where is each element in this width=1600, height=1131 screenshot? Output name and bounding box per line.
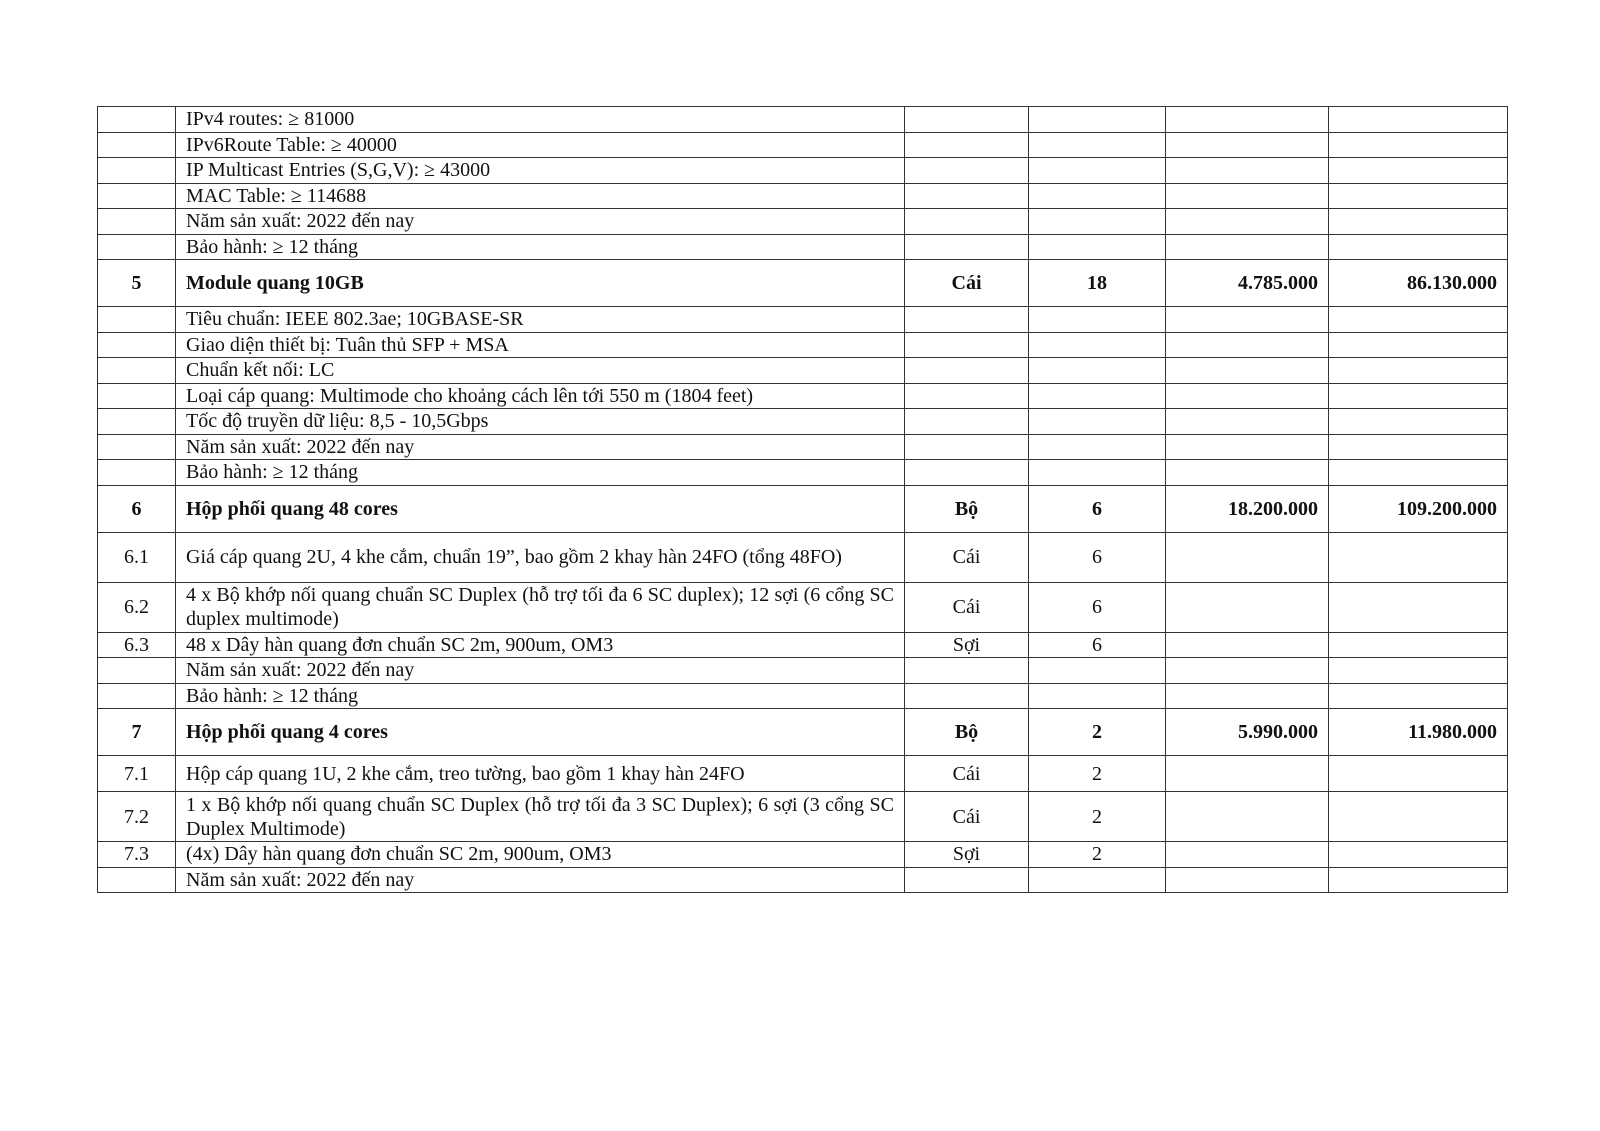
table-row xyxy=(98,867,1508,893)
item-number-cell: 6.2 xyxy=(98,582,176,632)
quantity-cell: 2 xyxy=(1029,756,1166,792)
item-number-cell: 7.1 xyxy=(98,756,176,792)
item-header-row xyxy=(98,709,1508,756)
description-cell: Tiêu chuẩn: IEEE 802.3ae; 10GBASE-SR xyxy=(176,307,905,333)
unit-cell xyxy=(905,409,1029,435)
unit-price-cell xyxy=(1166,332,1329,358)
table-row xyxy=(98,532,1508,582)
unit-price-cell xyxy=(1166,107,1329,133)
unit-cell: Cái xyxy=(905,532,1029,582)
total-price-cell xyxy=(1329,532,1508,582)
description-cell: MAC Table: ≥ 114688 xyxy=(176,183,905,209)
unit-price-cell xyxy=(1166,460,1329,486)
description-cell: Tốc độ truyền dữ liệu: 8,5 - 10,5Gbps xyxy=(176,409,905,435)
total-price-cell xyxy=(1329,460,1508,486)
description-cell: Hộp phối quang 4 cores xyxy=(176,709,905,756)
table-row xyxy=(98,332,1508,358)
total-price-cell xyxy=(1329,107,1508,133)
item-number-cell: 6.1 xyxy=(98,532,176,582)
quantity-cell: 6 xyxy=(1029,582,1166,632)
total-price-cell xyxy=(1329,582,1508,632)
unit-price-cell xyxy=(1166,132,1329,158)
quantity-cell xyxy=(1029,307,1166,333)
description-cell: Loại cáp quang: Multimode cho khoảng cách lên tới 550 m (1804 feet) xyxy=(176,383,905,409)
table-row xyxy=(98,792,1508,842)
table-row xyxy=(98,756,1508,792)
total-price-cell: 11.980.000 xyxy=(1329,709,1508,756)
description-cell: Chuẩn kết nối: LC xyxy=(176,358,905,384)
description-cell: Bảo hành: ≥ 12 tháng xyxy=(176,234,905,260)
table-row xyxy=(98,158,1508,184)
equipment-price-table xyxy=(97,106,1508,893)
item-number-cell: 7.3 xyxy=(98,842,176,868)
item-number-cell xyxy=(98,409,176,435)
unit-price-cell xyxy=(1166,867,1329,893)
unit-cell: Sợi xyxy=(905,632,1029,658)
unit-cell xyxy=(905,332,1029,358)
total-price-cell xyxy=(1329,658,1508,684)
quantity-cell: 2 xyxy=(1029,842,1166,868)
unit-price-cell xyxy=(1166,842,1329,868)
item-number-cell xyxy=(98,460,176,486)
unit-cell xyxy=(905,867,1029,893)
description-cell: Năm sản xuất: 2022 đến nay xyxy=(176,434,905,460)
item-number-cell: 7 xyxy=(98,709,176,756)
description-cell: Bảo hành: ≥ 12 tháng xyxy=(176,460,905,486)
unit-cell xyxy=(905,683,1029,709)
unit-cell xyxy=(905,383,1029,409)
table-row xyxy=(98,183,1508,209)
unit-cell: Cái xyxy=(905,756,1029,792)
total-price-cell xyxy=(1329,434,1508,460)
description-cell: 4 x Bộ khớp nối quang chuẩn SC Duplex (hỗ trợ tối đa 6 SC duplex); 12 sợi (6 cổng SC duplex multimode) xyxy=(176,582,905,632)
quantity-cell: 2 xyxy=(1029,709,1166,756)
quantity-cell xyxy=(1029,658,1166,684)
description-cell: Module quang 10GB xyxy=(176,260,905,307)
table-row xyxy=(98,582,1508,632)
unit-price-cell: 18.200.000 xyxy=(1166,485,1329,532)
description-cell: Năm sản xuất: 2022 đến nay xyxy=(176,209,905,235)
unit-price-cell xyxy=(1166,383,1329,409)
unit-price-cell xyxy=(1166,234,1329,260)
unit-cell: Cái xyxy=(905,792,1029,842)
quantity-cell: 6 xyxy=(1029,632,1166,658)
unit-cell xyxy=(905,183,1029,209)
table-body xyxy=(98,107,1508,893)
description-cell: IPv6Route Table: ≥ 40000 xyxy=(176,132,905,158)
unit-cell xyxy=(905,132,1029,158)
description-cell: (4x) Dây hàn quang đơn chuẩn SC 2m, 900um, OM3 xyxy=(176,842,905,868)
table-row xyxy=(98,234,1508,260)
description-cell: Giao diện thiết bị: Tuân thủ SFP + MSA xyxy=(176,332,905,358)
unit-price-cell: 4.785.000 xyxy=(1166,260,1329,307)
quantity-cell xyxy=(1029,107,1166,133)
unit-cell xyxy=(905,307,1029,333)
unit-price-cell: 5.990.000 xyxy=(1166,709,1329,756)
total-price-cell xyxy=(1329,332,1508,358)
quantity-cell: 2 xyxy=(1029,792,1166,842)
total-price-cell xyxy=(1329,307,1508,333)
description-cell: Hộp phối quang 48 cores xyxy=(176,485,905,532)
item-header-row xyxy=(98,485,1508,532)
unit-price-cell xyxy=(1166,158,1329,184)
total-price-cell xyxy=(1329,234,1508,260)
total-price-cell xyxy=(1329,792,1508,842)
total-price-cell xyxy=(1329,842,1508,868)
item-number-cell xyxy=(98,107,176,133)
item-number-cell: 7.2 xyxy=(98,792,176,842)
unit-price-cell xyxy=(1166,434,1329,460)
unit-cell: Cái xyxy=(905,582,1029,632)
item-number-cell xyxy=(98,434,176,460)
table-row xyxy=(98,383,1508,409)
quantity-cell xyxy=(1029,158,1166,184)
unit-cell xyxy=(905,234,1029,260)
item-number-cell xyxy=(98,658,176,684)
item-number-cell xyxy=(98,867,176,893)
quantity-cell xyxy=(1029,460,1166,486)
unit-cell: Sợi xyxy=(905,842,1029,868)
quantity-cell xyxy=(1029,358,1166,384)
unit-cell xyxy=(905,158,1029,184)
total-price-cell xyxy=(1329,632,1508,658)
unit-cell xyxy=(905,209,1029,235)
total-price-cell xyxy=(1329,756,1508,792)
description-cell: Giá cáp quang 2U, 4 khe cắm, chuẩn 19”, bao gồm 2 khay hàn 24FO (tổng 48FO) xyxy=(176,532,905,582)
item-header-row xyxy=(98,260,1508,307)
item-number-cell xyxy=(98,158,176,184)
unit-cell xyxy=(905,434,1029,460)
table-row xyxy=(98,842,1508,868)
unit-price-cell xyxy=(1166,792,1329,842)
quantity-cell xyxy=(1029,867,1166,893)
quantity-cell: 6 xyxy=(1029,532,1166,582)
total-price-cell xyxy=(1329,132,1508,158)
table-row xyxy=(98,460,1508,486)
description-cell: 48 x Dây hàn quang đơn chuẩn SC 2m, 900um, OM3 xyxy=(176,632,905,658)
quantity-cell xyxy=(1029,209,1166,235)
item-number-cell xyxy=(98,209,176,235)
item-number-cell xyxy=(98,307,176,333)
table-row xyxy=(98,409,1508,435)
table-row xyxy=(98,307,1508,333)
description-cell: Năm sản xuất: 2022 đến nay xyxy=(176,658,905,684)
unit-price-cell xyxy=(1166,756,1329,792)
total-price-cell xyxy=(1329,409,1508,435)
total-price-cell xyxy=(1329,383,1508,409)
quantity-cell xyxy=(1029,383,1166,409)
unit-cell xyxy=(905,358,1029,384)
unit-cell xyxy=(905,460,1029,486)
table-row xyxy=(98,683,1508,709)
total-price-cell: 86.130.000 xyxy=(1329,260,1508,307)
total-price-cell xyxy=(1329,683,1508,709)
total-price-cell xyxy=(1329,358,1508,384)
description-cell: Hộp cáp quang 1U, 2 khe cắm, treo tường, bao gồm 1 khay hàn 24FO xyxy=(176,756,905,792)
unit-cell xyxy=(905,107,1029,133)
item-number-cell xyxy=(98,358,176,384)
description-cell: 1 x Bộ khớp nối quang chuẩn SC Duplex (hỗ trợ tối đa 3 SC Duplex); 6 sợi (3 cổng SC Duplex Multimode) xyxy=(176,792,905,842)
unit-price-cell xyxy=(1166,409,1329,435)
item-number-cell xyxy=(98,183,176,209)
description-cell: Bảo hành: ≥ 12 tháng xyxy=(176,683,905,709)
table-row xyxy=(98,107,1508,133)
quantity-cell xyxy=(1029,332,1166,358)
table-row xyxy=(98,209,1508,235)
item-number-cell xyxy=(98,332,176,358)
unit-price-cell xyxy=(1166,632,1329,658)
table-row xyxy=(98,658,1508,684)
unit-cell xyxy=(905,658,1029,684)
unit-price-cell xyxy=(1166,183,1329,209)
unit-price-cell xyxy=(1166,532,1329,582)
unit-cell: Cái xyxy=(905,260,1029,307)
unit-cell: Bộ xyxy=(905,709,1029,756)
quantity-cell: 18 xyxy=(1029,260,1166,307)
item-number-cell: 6.3 xyxy=(98,632,176,658)
unit-price-cell xyxy=(1166,358,1329,384)
description-cell: Năm sản xuất: 2022 đến nay xyxy=(176,867,905,893)
table-row xyxy=(98,632,1508,658)
quantity-cell xyxy=(1029,183,1166,209)
total-price-cell xyxy=(1329,158,1508,184)
unit-cell: Bộ xyxy=(905,485,1029,532)
total-price-cell: 109.200.000 xyxy=(1329,485,1508,532)
total-price-cell xyxy=(1329,183,1508,209)
quantity-cell xyxy=(1029,409,1166,435)
quantity-cell: 6 xyxy=(1029,485,1166,532)
quantity-cell xyxy=(1029,234,1166,260)
total-price-cell xyxy=(1329,867,1508,893)
item-number-cell xyxy=(98,383,176,409)
table-row xyxy=(98,434,1508,460)
item-number-cell xyxy=(98,234,176,260)
quantity-cell xyxy=(1029,434,1166,460)
description-cell: IPv4 routes: ≥ 81000 xyxy=(176,107,905,133)
item-number-cell xyxy=(98,132,176,158)
unit-price-cell xyxy=(1166,658,1329,684)
unit-price-cell xyxy=(1166,582,1329,632)
quantity-cell xyxy=(1029,132,1166,158)
unit-price-cell xyxy=(1166,209,1329,235)
quantity-cell xyxy=(1029,683,1166,709)
table-row xyxy=(98,358,1508,384)
item-number-cell: 5 xyxy=(98,260,176,307)
total-price-cell xyxy=(1329,209,1508,235)
unit-price-cell xyxy=(1166,307,1329,333)
item-number-cell xyxy=(98,683,176,709)
unit-price-cell xyxy=(1166,683,1329,709)
description-cell: IP Multicast Entries (S,G,V): ≥ 43000 xyxy=(176,158,905,184)
item-number-cell: 6 xyxy=(98,485,176,532)
table-row xyxy=(98,132,1508,158)
